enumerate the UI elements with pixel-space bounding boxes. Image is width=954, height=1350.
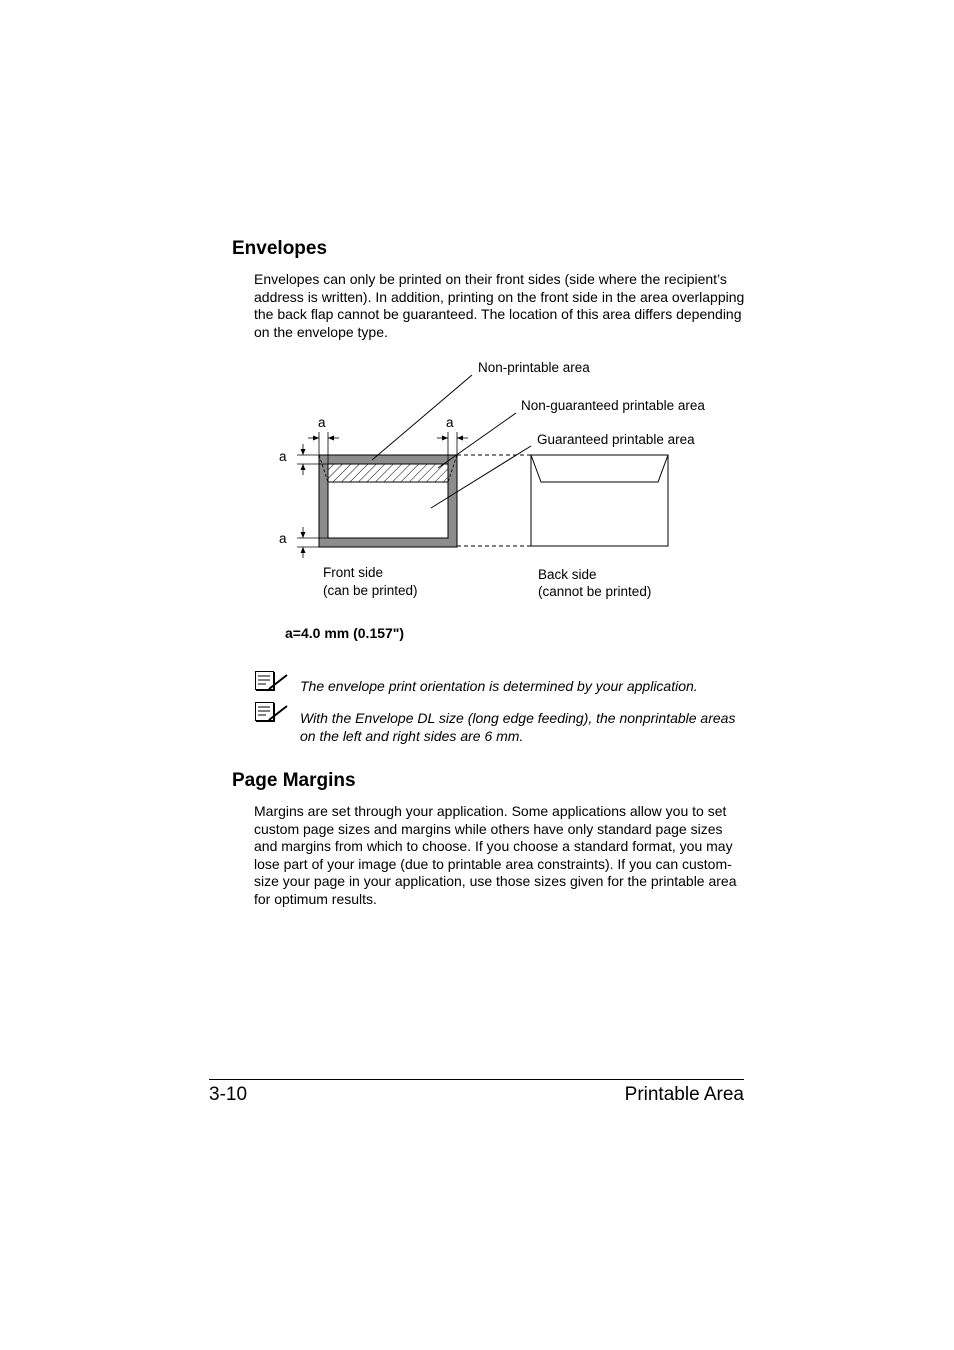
label-non-guaranteed-printable-area: Non-guaranteed printable area [521, 398, 705, 413]
note-pencil-icon [255, 701, 289, 723]
page-number: 3-10 [209, 1084, 248, 1105]
label-back-side-note: (cannot be printed) [538, 584, 652, 599]
non-guaranteed-band [328, 464, 448, 482]
dim-label-a-top-right: a [446, 415, 454, 430]
footer-rule [209, 1079, 744, 1080]
envelopes-heading: Envelopes [232, 238, 328, 259]
label-front-side-note: (can be printed) [323, 583, 418, 598]
dim-label-a-left-top: a [279, 449, 287, 464]
label-non-printable-area: Non-printable area [478, 360, 590, 375]
dim-label-a-top-left: a [318, 415, 326, 430]
envelopes-paragraph: Envelopes can only be printed on their front sides (side where the recipient’s address is written). In addition, printing on the front side in the area overlapping the back flap cannot be guaranteed. The location of this area differs depending on the envelope type. [254, 271, 745, 340]
dimension-formula: a=4.0 mm (0.157") [285, 625, 405, 641]
page-margins-heading: Page Margins [232, 770, 356, 791]
label-guaranteed-printable-area: Guaranteed printable area [537, 432, 695, 447]
dim-label-a-left-bottom: a [279, 531, 287, 546]
note-text-2: With the Envelope DL size (long edge feeding), the nonprintable areas on the left and right sides are 6 mm. [300, 710, 736, 744]
label-back-side: Back side [538, 567, 597, 582]
note-text-1: The envelope print orientation is determined by your application. [300, 678, 698, 694]
note-pencil-icon [255, 670, 289, 692]
footer-section-title: Printable Area [624, 1084, 744, 1105]
page-margins-paragraph: Margins are set through your application. Some applications allow you to set custom page sizes and margins while others have only standard page sizes and margins from which to choose. If you choose a standard format, you may lose part of your image (due to printable area constraints). If you can custom-size your page in your application, use those sizes given for the printable area for optimum results. [254, 803, 737, 907]
label-front-side: Front side [323, 565, 384, 580]
back-envelope [531, 455, 668, 546]
